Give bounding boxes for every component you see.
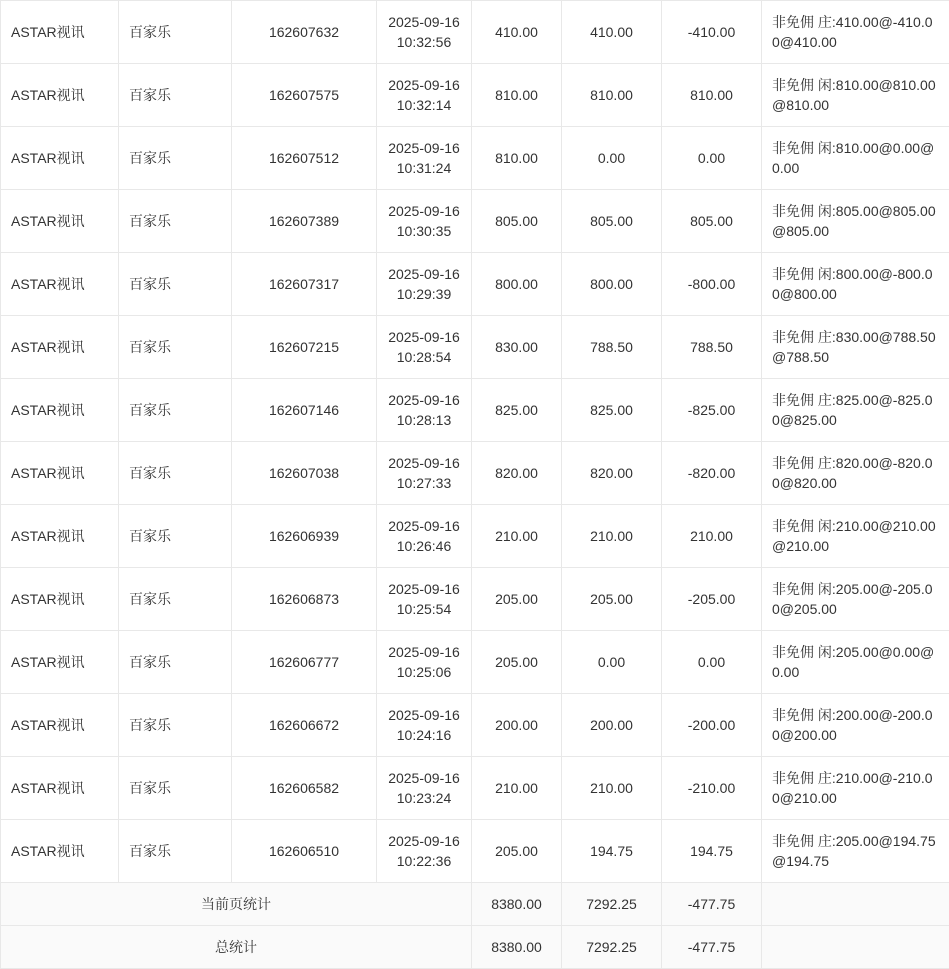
cell-time-text: 10:22:36 [387, 851, 461, 871]
cell-bet-id: 162606873 [232, 568, 377, 631]
cell-time [377, 379, 472, 442]
summary-row-total [1, 926, 949, 969]
cell-detail: 非免佣 庄:830.00@788.50@788.50 [762, 316, 949, 379]
cell-platform: ASTAR视讯 [1, 757, 119, 820]
summary-bet-amount: 8380.00 [472, 883, 562, 926]
cell-date-text: 2025-09-16 [387, 12, 461, 32]
cell-platform: ASTAR视讯 [1, 631, 119, 694]
cell-date-text: 2025-09-16 [387, 705, 461, 725]
cell-valid-bet: 0.00 [562, 631, 662, 694]
cell-profit: -820.00 [662, 442, 762, 505]
cell-bet-amount: 205.00 [472, 631, 562, 694]
cell-game: 百家乐 [119, 316, 232, 379]
cell-date-text: 2025-09-16 [387, 579, 461, 599]
cell-date-text: 2025-09-16 [387, 768, 461, 788]
cell-bet-id: 162606510 [232, 820, 377, 883]
cell-profit: -800.00 [662, 253, 762, 316]
cell-valid-bet: 788.50 [562, 316, 662, 379]
table-row [1, 64, 949, 127]
cell-time-text: 10:23:24 [387, 788, 461, 808]
cell-valid-bet: 210.00 [562, 757, 662, 820]
cell-game: 百家乐 [119, 757, 232, 820]
cell-platform: ASTAR视讯 [1, 505, 119, 568]
cell-time-text: 10:24:16 [387, 725, 461, 745]
cell-detail: 非免佣 闲:810.00@0.00@0.00 [762, 127, 949, 190]
cell-time [377, 442, 472, 505]
cell-date-text: 2025-09-16 [387, 264, 461, 284]
cell-time [377, 316, 472, 379]
cell-profit: 0.00 [662, 631, 762, 694]
cell-platform: ASTAR视讯 [1, 127, 119, 190]
cell-profit: 810.00 [662, 64, 762, 127]
cell-date-text: 2025-09-16 [387, 453, 461, 473]
cell-detail: 非免佣 庄:820.00@-820.00@820.00 [762, 442, 949, 505]
cell-profit: -410.00 [662, 1, 762, 64]
cell-date-text: 2025-09-16 [387, 75, 461, 95]
cell-time [377, 694, 472, 757]
cell-date-text: 2025-09-16 [387, 138, 461, 158]
cell-time-text: 10:25:54 [387, 599, 461, 619]
cell-detail: 非免佣 闲:810.00@810.00@810.00 [762, 64, 949, 127]
cell-detail: 非免佣 庄:205.00@194.75@194.75 [762, 820, 949, 883]
cell-time-text: 10:26:46 [387, 536, 461, 556]
cell-time [377, 568, 472, 631]
cell-bet-amount: 825.00 [472, 379, 562, 442]
cell-bet-id: 162607215 [232, 316, 377, 379]
cell-valid-bet: 410.00 [562, 1, 662, 64]
cell-detail: 非免佣 庄:825.00@-825.00@825.00 [762, 379, 949, 442]
cell-time-text: 10:28:13 [387, 410, 461, 430]
cell-bet-id: 162607389 [232, 190, 377, 253]
cell-time-text: 10:29:39 [387, 284, 461, 304]
cell-time [377, 127, 472, 190]
cell-time [377, 64, 472, 127]
cell-bet-id: 162606672 [232, 694, 377, 757]
cell-bet-amount: 205.00 [472, 820, 562, 883]
summary-valid-bet: 7292.25 [562, 926, 662, 969]
table-row [1, 631, 949, 694]
table-row [1, 820, 949, 883]
cell-profit: 210.00 [662, 505, 762, 568]
table-row [1, 127, 949, 190]
cell-detail: 非免佣 庄:210.00@-210.00@210.00 [762, 757, 949, 820]
cell-valid-bet: 820.00 [562, 442, 662, 505]
cell-game: 百家乐 [119, 631, 232, 694]
cell-game: 百家乐 [119, 820, 232, 883]
cell-time-text: 10:30:35 [387, 221, 461, 241]
cell-profit: -210.00 [662, 757, 762, 820]
table-row [1, 190, 949, 253]
cell-detail: 非免佣 闲:210.00@210.00@210.00 [762, 505, 949, 568]
cell-platform: ASTAR视讯 [1, 820, 119, 883]
cell-bet-id: 162607038 [232, 442, 377, 505]
cell-bet-id: 162607317 [232, 253, 377, 316]
cell-date-text: 2025-09-16 [387, 642, 461, 662]
cell-bet-id: 162607575 [232, 64, 377, 127]
cell-detail: 非免佣 闲:200.00@-200.00@200.00 [762, 694, 949, 757]
cell-bet-amount: 410.00 [472, 1, 562, 64]
cell-detail: 非免佣 庄:410.00@-410.00@410.00 [762, 1, 949, 64]
cell-valid-bet: 210.00 [562, 505, 662, 568]
cell-bet-id: 162607146 [232, 379, 377, 442]
summary-detail [762, 883, 949, 926]
cell-time-text: 10:31:24 [387, 158, 461, 178]
table-row [1, 1, 949, 64]
table-row [1, 316, 949, 379]
cell-valid-bet: 194.75 [562, 820, 662, 883]
cell-platform: ASTAR视讯 [1, 1, 119, 64]
cell-time-text: 10:27:33 [387, 473, 461, 493]
cell-profit: -200.00 [662, 694, 762, 757]
summary-bet-amount: 8380.00 [472, 926, 562, 969]
cell-bet-id: 162607632 [232, 1, 377, 64]
summary-label: 当前页统计 [1, 883, 472, 926]
cell-valid-bet: 805.00 [562, 190, 662, 253]
cell-game: 百家乐 [119, 442, 232, 505]
cell-valid-bet: 825.00 [562, 379, 662, 442]
summary-label: 总统计 [1, 926, 472, 969]
cell-detail: 非免佣 闲:205.00@0.00@0.00 [762, 631, 949, 694]
summary-profit: -477.75 [662, 926, 762, 969]
cell-game: 百家乐 [119, 190, 232, 253]
cell-date-text: 2025-09-16 [387, 327, 461, 347]
cell-time [377, 631, 472, 694]
cell-game: 百家乐 [119, 505, 232, 568]
cell-time-text: 10:25:06 [387, 662, 461, 682]
cell-time [377, 505, 472, 568]
cell-game: 百家乐 [119, 253, 232, 316]
cell-bet-id: 162607512 [232, 127, 377, 190]
summary-row-current-page [1, 883, 949, 926]
cell-detail: 非免佣 闲:205.00@-205.00@205.00 [762, 568, 949, 631]
cell-time [377, 190, 472, 253]
table-row [1, 379, 949, 442]
cell-time [377, 253, 472, 316]
cell-profit: -205.00 [662, 568, 762, 631]
cell-platform: ASTAR视讯 [1, 568, 119, 631]
table-row [1, 253, 949, 316]
cell-date-text: 2025-09-16 [387, 516, 461, 536]
cell-valid-bet: 810.00 [562, 64, 662, 127]
cell-detail: 非免佣 闲:800.00@-800.00@800.00 [762, 253, 949, 316]
table-row [1, 568, 949, 631]
cell-date-text: 2025-09-16 [387, 390, 461, 410]
cell-detail: 非免佣 闲:805.00@805.00@805.00 [762, 190, 949, 253]
cell-game: 百家乐 [119, 379, 232, 442]
table-row [1, 757, 949, 820]
table-row [1, 505, 949, 568]
cell-platform: ASTAR视讯 [1, 190, 119, 253]
cell-bet-amount: 830.00 [472, 316, 562, 379]
cell-time-text: 10:32:56 [387, 32, 461, 52]
table-row [1, 442, 949, 505]
cell-bet-amount: 800.00 [472, 253, 562, 316]
cell-time-text: 10:32:14 [387, 95, 461, 115]
cell-bet-amount: 805.00 [472, 190, 562, 253]
cell-game: 百家乐 [119, 64, 232, 127]
cell-time [377, 1, 472, 64]
cell-profit: 788.50 [662, 316, 762, 379]
cell-time [377, 757, 472, 820]
cell-valid-bet: 205.00 [562, 568, 662, 631]
cell-date-text: 2025-09-16 [387, 201, 461, 221]
cell-bet-amount: 210.00 [472, 757, 562, 820]
cell-profit: 805.00 [662, 190, 762, 253]
cell-profit: 0.00 [662, 127, 762, 190]
cell-bet-amount: 200.00 [472, 694, 562, 757]
cell-valid-bet: 0.00 [562, 127, 662, 190]
cell-game: 百家乐 [119, 1, 232, 64]
cell-bet-amount: 205.00 [472, 568, 562, 631]
cell-bet-id: 162606582 [232, 757, 377, 820]
summary-profit: -477.75 [662, 883, 762, 926]
cell-valid-bet: 800.00 [562, 253, 662, 316]
cell-bet-amount: 810.00 [472, 127, 562, 190]
cell-platform: ASTAR视讯 [1, 64, 119, 127]
cell-platform: ASTAR视讯 [1, 316, 119, 379]
bet-records-body [1, 1, 949, 969]
cell-game: 百家乐 [119, 694, 232, 757]
cell-game: 百家乐 [119, 127, 232, 190]
cell-time-text: 10:28:54 [387, 347, 461, 367]
summary-valid-bet: 7292.25 [562, 883, 662, 926]
cell-bet-amount: 210.00 [472, 505, 562, 568]
cell-date-text: 2025-09-16 [387, 831, 461, 851]
cell-bet-amount: 820.00 [472, 442, 562, 505]
cell-profit: -825.00 [662, 379, 762, 442]
summary-detail [762, 926, 949, 969]
cell-profit: 194.75 [662, 820, 762, 883]
cell-bet-id: 162606777 [232, 631, 377, 694]
cell-platform: ASTAR视讯 [1, 442, 119, 505]
cell-bet-amount: 810.00 [472, 64, 562, 127]
cell-platform: ASTAR视讯 [1, 694, 119, 757]
cell-valid-bet: 200.00 [562, 694, 662, 757]
cell-platform: ASTAR视讯 [1, 379, 119, 442]
cell-time [377, 820, 472, 883]
cell-game: 百家乐 [119, 568, 232, 631]
table-row [1, 694, 949, 757]
cell-platform: ASTAR视讯 [1, 253, 119, 316]
cell-bet-id: 162606939 [232, 505, 377, 568]
